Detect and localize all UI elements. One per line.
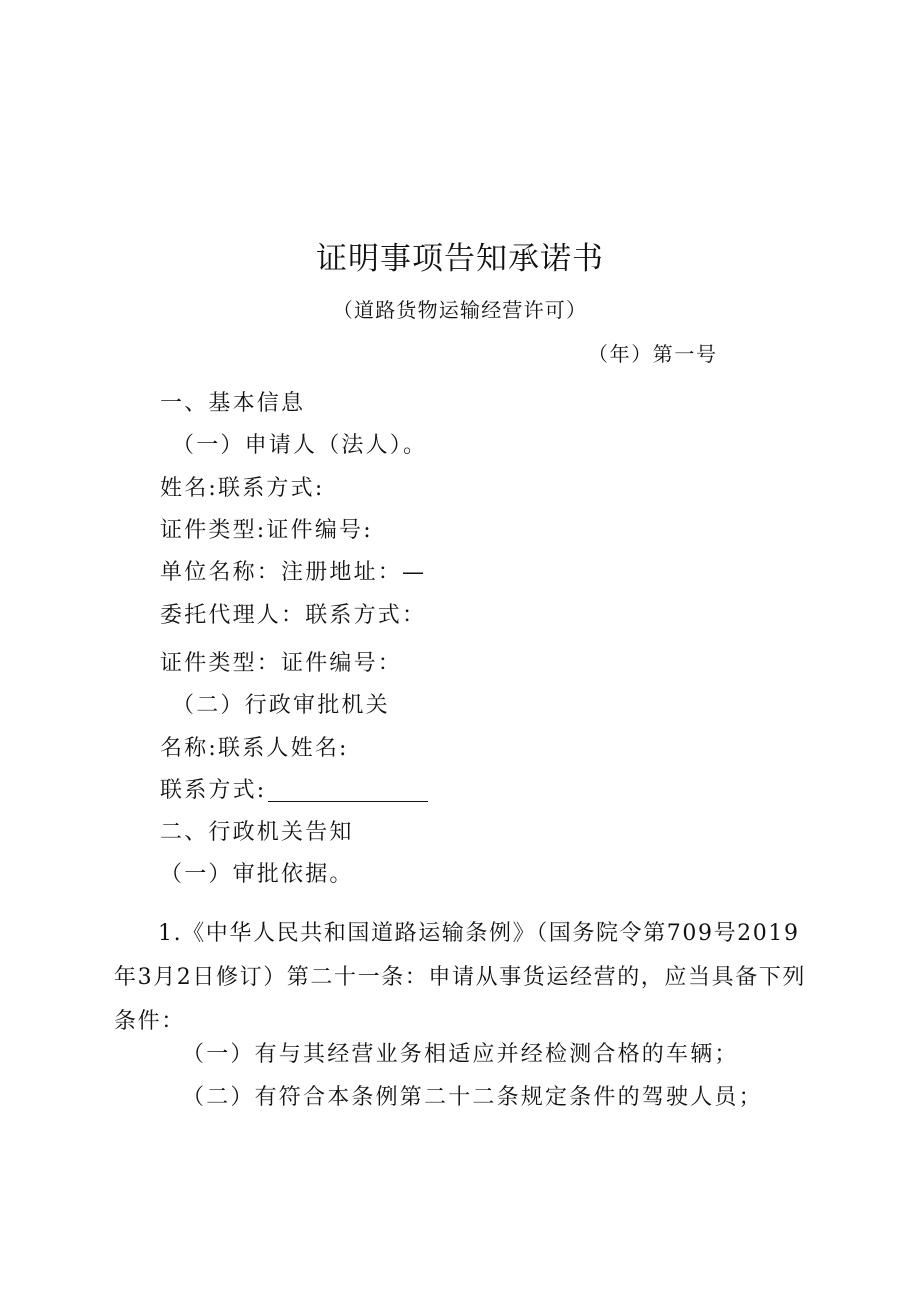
applicant-name-contact-line: 姓名:联系方式: (160, 476, 325, 501)
applicant-id-line: 证件类型:证件编号: (160, 518, 373, 543)
document-subtitle: （道路货物运输经营许可） (332, 298, 588, 322)
regulation-clause-1: 1.《中华人民共和国道路运输条例》（国务院令第709号2019年3月2日修订）第二十一条：申请从事货运经营的，应当具备下列条件： (114, 921, 806, 1034)
unit-address-line: 单位名称：注册地址：— (160, 560, 427, 585)
authority-name-contact-person-line: 名称:联系人姓名: (160, 736, 349, 761)
condition-2: （二）有符合本条例第二十二条规定条件的驾驶人员； (182, 1085, 763, 1110)
agent-id-line: 证件类型：证件编号： (160, 651, 403, 676)
applicant-heading: （一）申请人（法人）。 (172, 433, 428, 458)
authority-heading: （二）行政审批机关 (172, 693, 390, 718)
authority-contact-method-label: 联系方式: (160, 778, 267, 803)
document-number: （年）第一号 (588, 342, 718, 366)
contact-method-blank-underline (268, 781, 428, 802)
section-authority-notice-heading: 二、行政机关告知 (160, 820, 354, 845)
agent-contact-line: 委托代理人：联系方式： (160, 603, 427, 628)
section-basic-info-heading: 一、基本信息 (160, 391, 306, 416)
authority-contact-method-line (160, 780, 428, 802)
approval-basis-heading: （一）审批依据。 (160, 862, 354, 887)
condition-1: （一）有与其经营业务相适应并经检测合格的车辆； (182, 1042, 739, 1067)
document-title: 证明事项告知承诺书 (316, 241, 604, 277)
